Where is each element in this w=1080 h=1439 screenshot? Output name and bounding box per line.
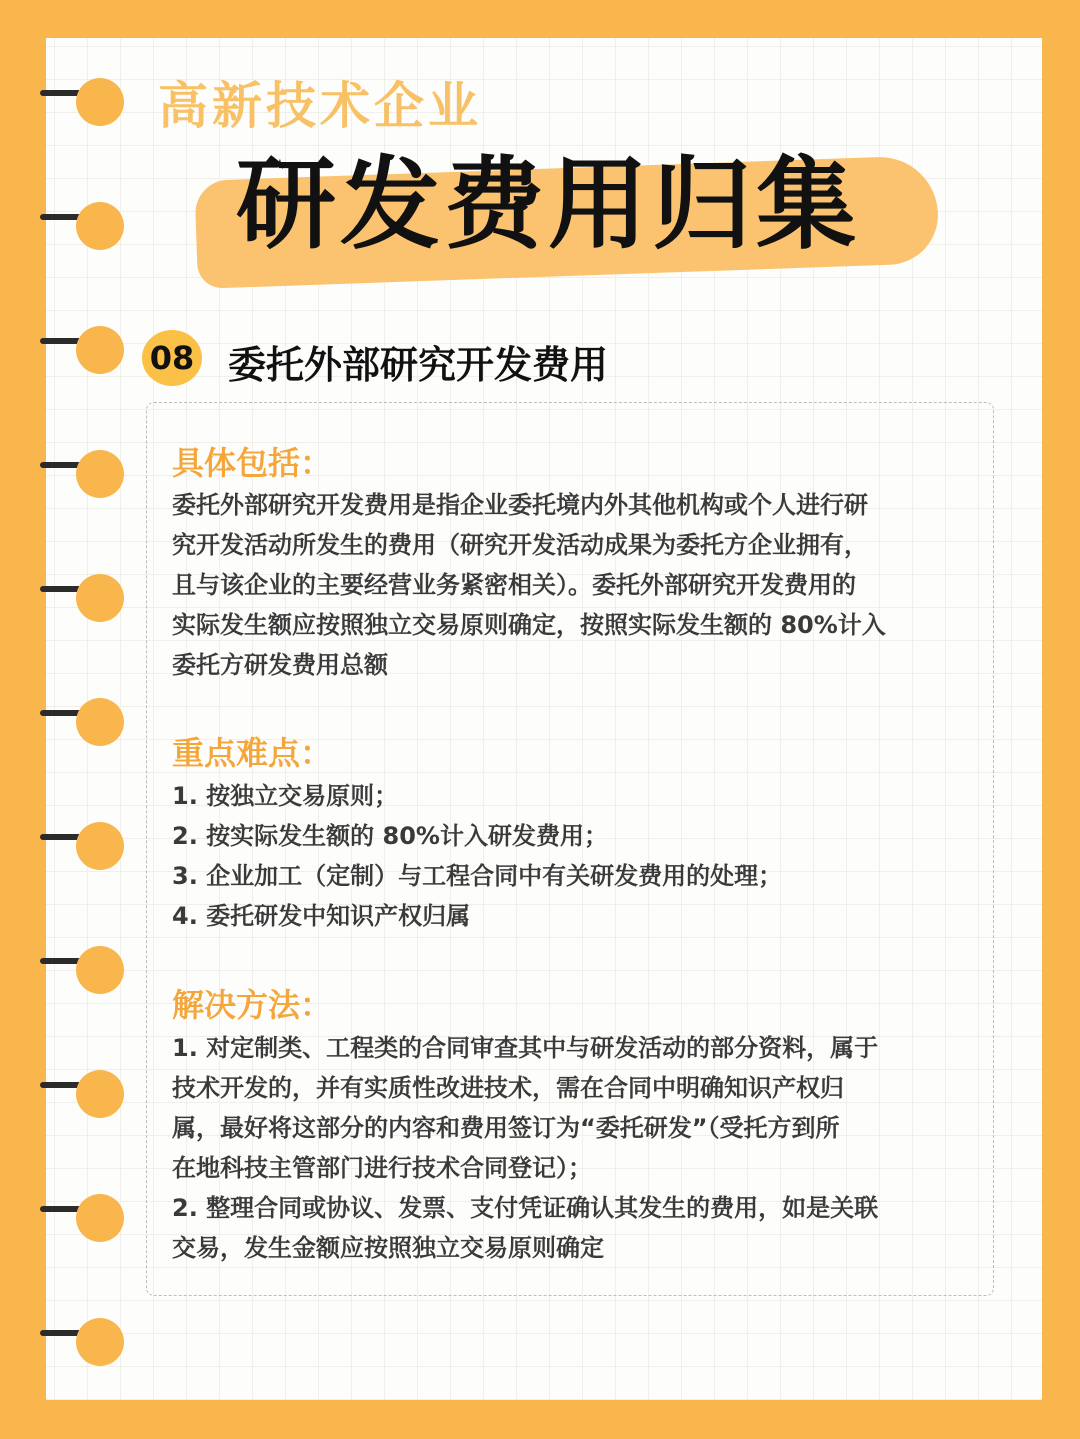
includes-line: 且与该企业的主要经营业务紧密相关）。委托外部研究开发费用的 bbox=[172, 571, 856, 599]
section-number-badge: 08 bbox=[142, 330, 202, 386]
includes-heading: 具体包括： bbox=[172, 444, 333, 482]
binder-ring bbox=[40, 202, 120, 252]
binder-ring bbox=[40, 1318, 120, 1368]
page-title: 研发费用归集 bbox=[236, 146, 860, 263]
difficulties-line: 3. 企业加工（定制）与工程合同中有关研发费用的处理； bbox=[172, 862, 783, 890]
page-supertitle: 高新技术企业 bbox=[158, 77, 482, 135]
solutions-line: 属，最好将这部分的内容和费用签订为“委托研发”（受托方到所 bbox=[172, 1114, 840, 1142]
binder-ring bbox=[40, 574, 120, 624]
difficulties-line: 2. 按实际发生额的 80%计入研发费用； bbox=[172, 822, 608, 850]
section-title: 委托外部研究开发费用 bbox=[228, 343, 609, 387]
binder-ring bbox=[40, 450, 120, 500]
binder-ring bbox=[40, 78, 120, 128]
solutions-line: 2. 整理合同或协议、发票、支付凭证确认其发生的费用，如是关联 bbox=[172, 1194, 879, 1222]
binder-ring bbox=[40, 698, 120, 748]
includes-line: 究开发活动所发生的费用（研究开发活动成果为委托方企业拥有， bbox=[172, 531, 868, 559]
binder-ring bbox=[40, 1194, 120, 1244]
difficulties-line: 1. 按独立交易原则； bbox=[172, 782, 399, 810]
solutions-heading: 解决方法： bbox=[172, 986, 333, 1024]
solutions-line: 在地科技主管部门进行技术合同登记）； bbox=[172, 1154, 592, 1182]
includes-line: 委托方研发费用总额 bbox=[172, 651, 388, 679]
includes-line: 实际发生额应按照独立交易原则确定，按照实际发生额的 80%计入 bbox=[172, 611, 886, 639]
includes-line: 委托外部研究开发费用是指企业委托境内外其他机构或个人进行研 bbox=[172, 491, 868, 519]
binder-ring bbox=[40, 1070, 120, 1120]
difficulties-line: 4. 委托研发中知识产权归属 bbox=[172, 902, 471, 930]
binder-rings bbox=[0, 0, 140, 1439]
binder-ring bbox=[40, 326, 120, 376]
solutions-line: 技术开发的，并有实质性改进技术，需在合同中明确知识产权归 bbox=[172, 1074, 844, 1102]
binder-ring bbox=[40, 946, 120, 996]
solutions-line: 交易，发生金额应按照独立交易原则确定 bbox=[172, 1234, 604, 1262]
binder-ring bbox=[40, 822, 120, 872]
difficulties-heading: 重点难点： bbox=[172, 734, 333, 772]
solutions-line: 1. 对定制类、工程类的合同审查其中与研发活动的部分资料，属于 bbox=[172, 1034, 879, 1062]
